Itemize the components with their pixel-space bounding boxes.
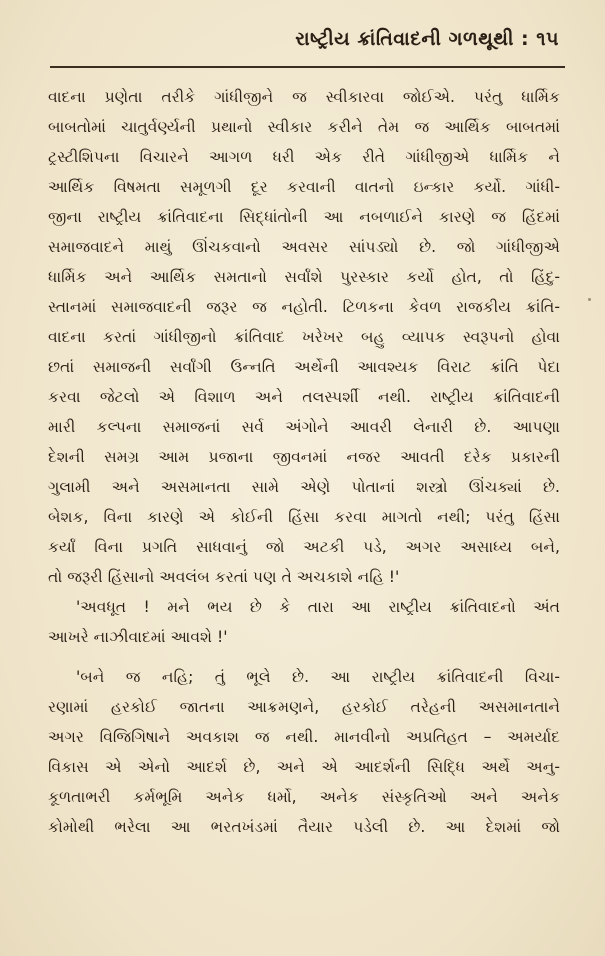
paragraph-1 (48, 82, 560, 592)
text-line: કૂળતાભરી કર્મભૂમિ અનેક ધર્મો, અનેક સંસ્કૃતિઓ અને અનેક (48, 788, 560, 806)
paragraph-2 (48, 592, 560, 652)
text-line: બેશક, વિના કારણે એ કોઈની હિંસા કરવા માગતો નથી; પરંતુ હિંસા (48, 508, 560, 526)
text-line: છતાં સમાજની સર્વાંગી ઉન્નતિ અર્થેની આવશ્યક વિરાટ ક્રાંતિ પેદા (48, 358, 560, 376)
text-line: જીના રાષ્ટ્રીય ક્રાંતિવાદના સિદ્ધાંતોની આ નબળાઈને કારણે જ હિંદમાં (48, 208, 560, 226)
text-line: અગર વિજિગિષાને અવકાશ જ નથી. માનવીનો અપ્રતિહત – અમર્યાદ (48, 728, 560, 746)
text-line: ટ્રસ્ટીશિપના વિચારને આગળ ધરી એક રીતે ગાંધીજીએ ધાર્મિક ને (48, 148, 560, 166)
text-line: 'બને જ નહિ; તું ભૂલે છે. આ રાષ્ટ્રીય ક્રાંતિવાદની વિચા- (76, 668, 560, 686)
text-line: વાદના પ્રણેતા તરીકે ગાંધીજીને જ સ્વીકારવા જોઈએ. પરંતુ ધાર્મિક (48, 88, 560, 106)
running-header: રાષ્ટ્રીય ક્રાંતિવાદની ગળથૂથી : ૧૫ (295, 28, 559, 50)
text-line: કોમોથી ભરેલા આ ભરતખંડમાં તૈયાર પડેલી છે. આ દેશમાં જો (48, 818, 560, 836)
text-line: રણામાં હરકોઈ જાતના આક્રમણને, હરકોઈ તરેહની અસમાનતાને (48, 698, 560, 716)
text-line: ધાર્મિક અને આર્થિક સમતાનો સર્વાંશે પુરસ્કાર કર્યો હોત, તો હિંદુ- (48, 268, 560, 286)
text-line: મારી કલ્પના સમાજનાં સર્વ અંગોને આવરી લેનારી છે. આપણા (48, 418, 560, 436)
text-line: ગુલામી અને અસમાનતા સામે એણે પોતાનાં શસ્ત્રો ઊંચક્યાં છે. (48, 478, 560, 496)
text-line: સ્તાનમાં સમાજવાદની જરૂર જ નહોતી. ટિળકના કેવળ રાજકીય ક્રાંતિ- (48, 298, 560, 316)
text-line: વાદના કરતાં ગાંધીજીનો ક્રાંતિવાદ ખરેખર બહુ વ્યાપક સ્વરૂપનો હોવા (48, 328, 560, 346)
text-line: કર્યાં વિના પ્રગતિ સાધવાનું જો અટકી પડે, અગર અસાધ્ય બને, (48, 538, 560, 556)
paragraph-gap (48, 652, 560, 662)
text-line: સમાજવાદને માથું ઊંચકવાનો અવસર સાંપડ્યો છે. જો ગાંધીજીએ (48, 238, 560, 256)
text-line: તો જરૂરી હિંસાનો અવલંબ કરતાં પણ તે અચકાશે નહિ !' (48, 568, 400, 586)
header-rule (50, 66, 565, 68)
text-line: આર્થિક વિષમતા સમૂળગી દૂર કરવાની વાતનો ઇન્કાર કર્યો. ગાંધી- (48, 178, 560, 196)
text-line: વિકાસ એ એનો આદર્શ છે, અને એ આદર્શની સિદ્ધિ અર્થે અનુ- (48, 758, 560, 776)
text-line: 'અવધૂત ! મને ભય છે કે તારા આ રાષ્ટ્રીય ક્રાંતિવાદનો અંત (76, 598, 560, 616)
page-body (48, 82, 560, 842)
text-line: દેશની સમગ્ર આમ પ્રજાના જીવનમાં નજર આવતી દરેક પ્રકારની (48, 448, 560, 466)
margin-speck (588, 298, 591, 301)
text-line: આખરે નાઝીવાદમાં આવશે !' (48, 628, 228, 646)
text-line: કરવા જેટલો એ વિશાળ અને તલસ્પર્શી નથી. રાષ્ટ્રીય ક્રાંતિવાદની (48, 388, 560, 406)
text-line: બાબતોમાં ચાતુર્વર્ણ્યની પ્રથાનો સ્વીકાર કરીને તેમ જ આર્થિક બાબતમાં (48, 118, 560, 136)
paragraph-3 (48, 662, 560, 842)
